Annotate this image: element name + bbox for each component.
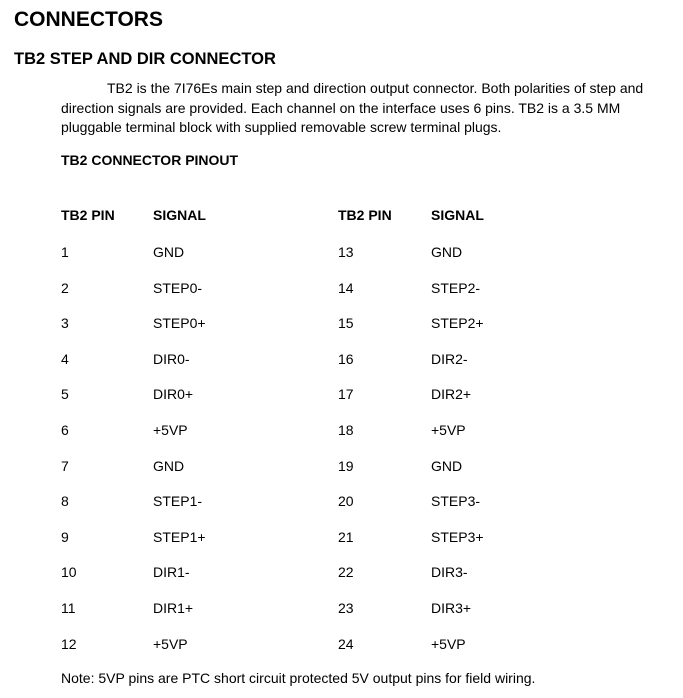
table-cell-left-signal: STEP0-	[153, 280, 203, 296]
table-cell-left-pin: 5	[61, 386, 69, 402]
table-cell-right-signal: GND	[431, 458, 463, 474]
table-cell-left-pin: 11	[61, 600, 76, 616]
table-cell-right-signal: +5VP	[431, 422, 466, 438]
pinout-table	[61, 197, 621, 660]
table-header-right-signal: SIGNAL	[431, 207, 484, 223]
table-cell-left-signal: DIR1+	[153, 600, 194, 616]
table-cell-right-signal: DIR3-	[431, 564, 468, 580]
table-cell-left-signal: +5VP	[153, 422, 188, 438]
table-cell-right-pin: 17	[338, 386, 354, 402]
page-heading: CONNECTORS	[14, 8, 163, 31]
table-cell-left-signal: DIR1-	[153, 564, 190, 580]
table-cell-right-signal: STEP2-	[431, 280, 481, 296]
table-cell-right-signal: +5VP	[431, 636, 466, 652]
table-cell-left-signal: DIR0-	[153, 351, 190, 367]
table-cell-left-signal: STEP0+	[153, 315, 206, 331]
table-cell-right-pin: 22	[338, 564, 354, 580]
table-cell-left-signal: STEP1+	[153, 529, 206, 545]
table-cell-left-pin: 12	[61, 636, 77, 652]
table-cell-right-signal: STEP3-	[431, 493, 481, 509]
table-cell-left-signal: +5VP	[153, 636, 188, 652]
table-cell-left-pin: 1	[61, 244, 69, 260]
table-header-left-signal: SIGNAL	[153, 207, 206, 223]
section-title: TB2 STEP AND DIR CONNECTOR	[14, 50, 276, 68]
table-cell-right-signal: DIR2-	[431, 351, 468, 367]
table-cell-right-pin: 13	[338, 244, 354, 260]
table-cell-left-signal: STEP1-	[153, 493, 203, 509]
table-cell-right-pin: 19	[338, 458, 354, 474]
table-cell-right-signal: DIR3+	[431, 600, 472, 616]
table-cell-right-pin: 14	[338, 280, 354, 296]
table-cell-left-pin: 6	[61, 422, 69, 438]
table-cell-left-signal: GND	[153, 458, 185, 474]
table-cell-right-pin: 16	[338, 351, 354, 367]
table-cell-left-signal: DIR0+	[153, 386, 194, 402]
note-text: Note: 5VP pins are PTC short circuit protected 5V output pins for field wiring.	[61, 670, 536, 686]
table-cell-left-signal: GND	[153, 244, 185, 260]
table-cell-left-pin: 4	[61, 351, 69, 367]
table-cell-left-pin: 10	[61, 564, 77, 580]
table-cell-right-pin: 23	[338, 600, 354, 616]
table-header-left-pin: TB2 PIN	[61, 207, 115, 223]
table-cell-right-pin: 21	[338, 529, 354, 545]
table-cell-right-pin: 20	[338, 493, 354, 509]
table-cell-right-signal: STEP3+	[431, 529, 484, 545]
pinout-title: TB2 CONNECTOR PINOUT	[61, 152, 239, 168]
table-cell-left-pin: 2	[61, 280, 69, 296]
table-cell-left-pin: 3	[61, 315, 69, 331]
table-cell-right-signal: DIR2+	[431, 386, 472, 402]
intro-paragraph: TB2 is the 7I76Es main step and direction output connector. Both polarities of step and direction signals are provided. Each channel on the interface uses 6 pins. TB2 is a 3.5 MM pluggable terminal block with supplied removable screw terminal plugs.	[61, 80, 644, 135]
table-cell-right-pin: 15	[338, 315, 354, 331]
table-cell-right-pin: 18	[338, 422, 354, 438]
table-cell-right-signal: GND	[431, 244, 463, 260]
table-cell-left-pin: 9	[61, 529, 69, 545]
table-header-right-pin: TB2 PIN	[338, 207, 392, 223]
table-cell-left-pin: 8	[61, 493, 69, 509]
table-cell-right-pin: 24	[338, 636, 354, 652]
table-cell-left-pin: 7	[61, 458, 69, 474]
table-cell-right-signal: STEP2+	[431, 315, 484, 331]
